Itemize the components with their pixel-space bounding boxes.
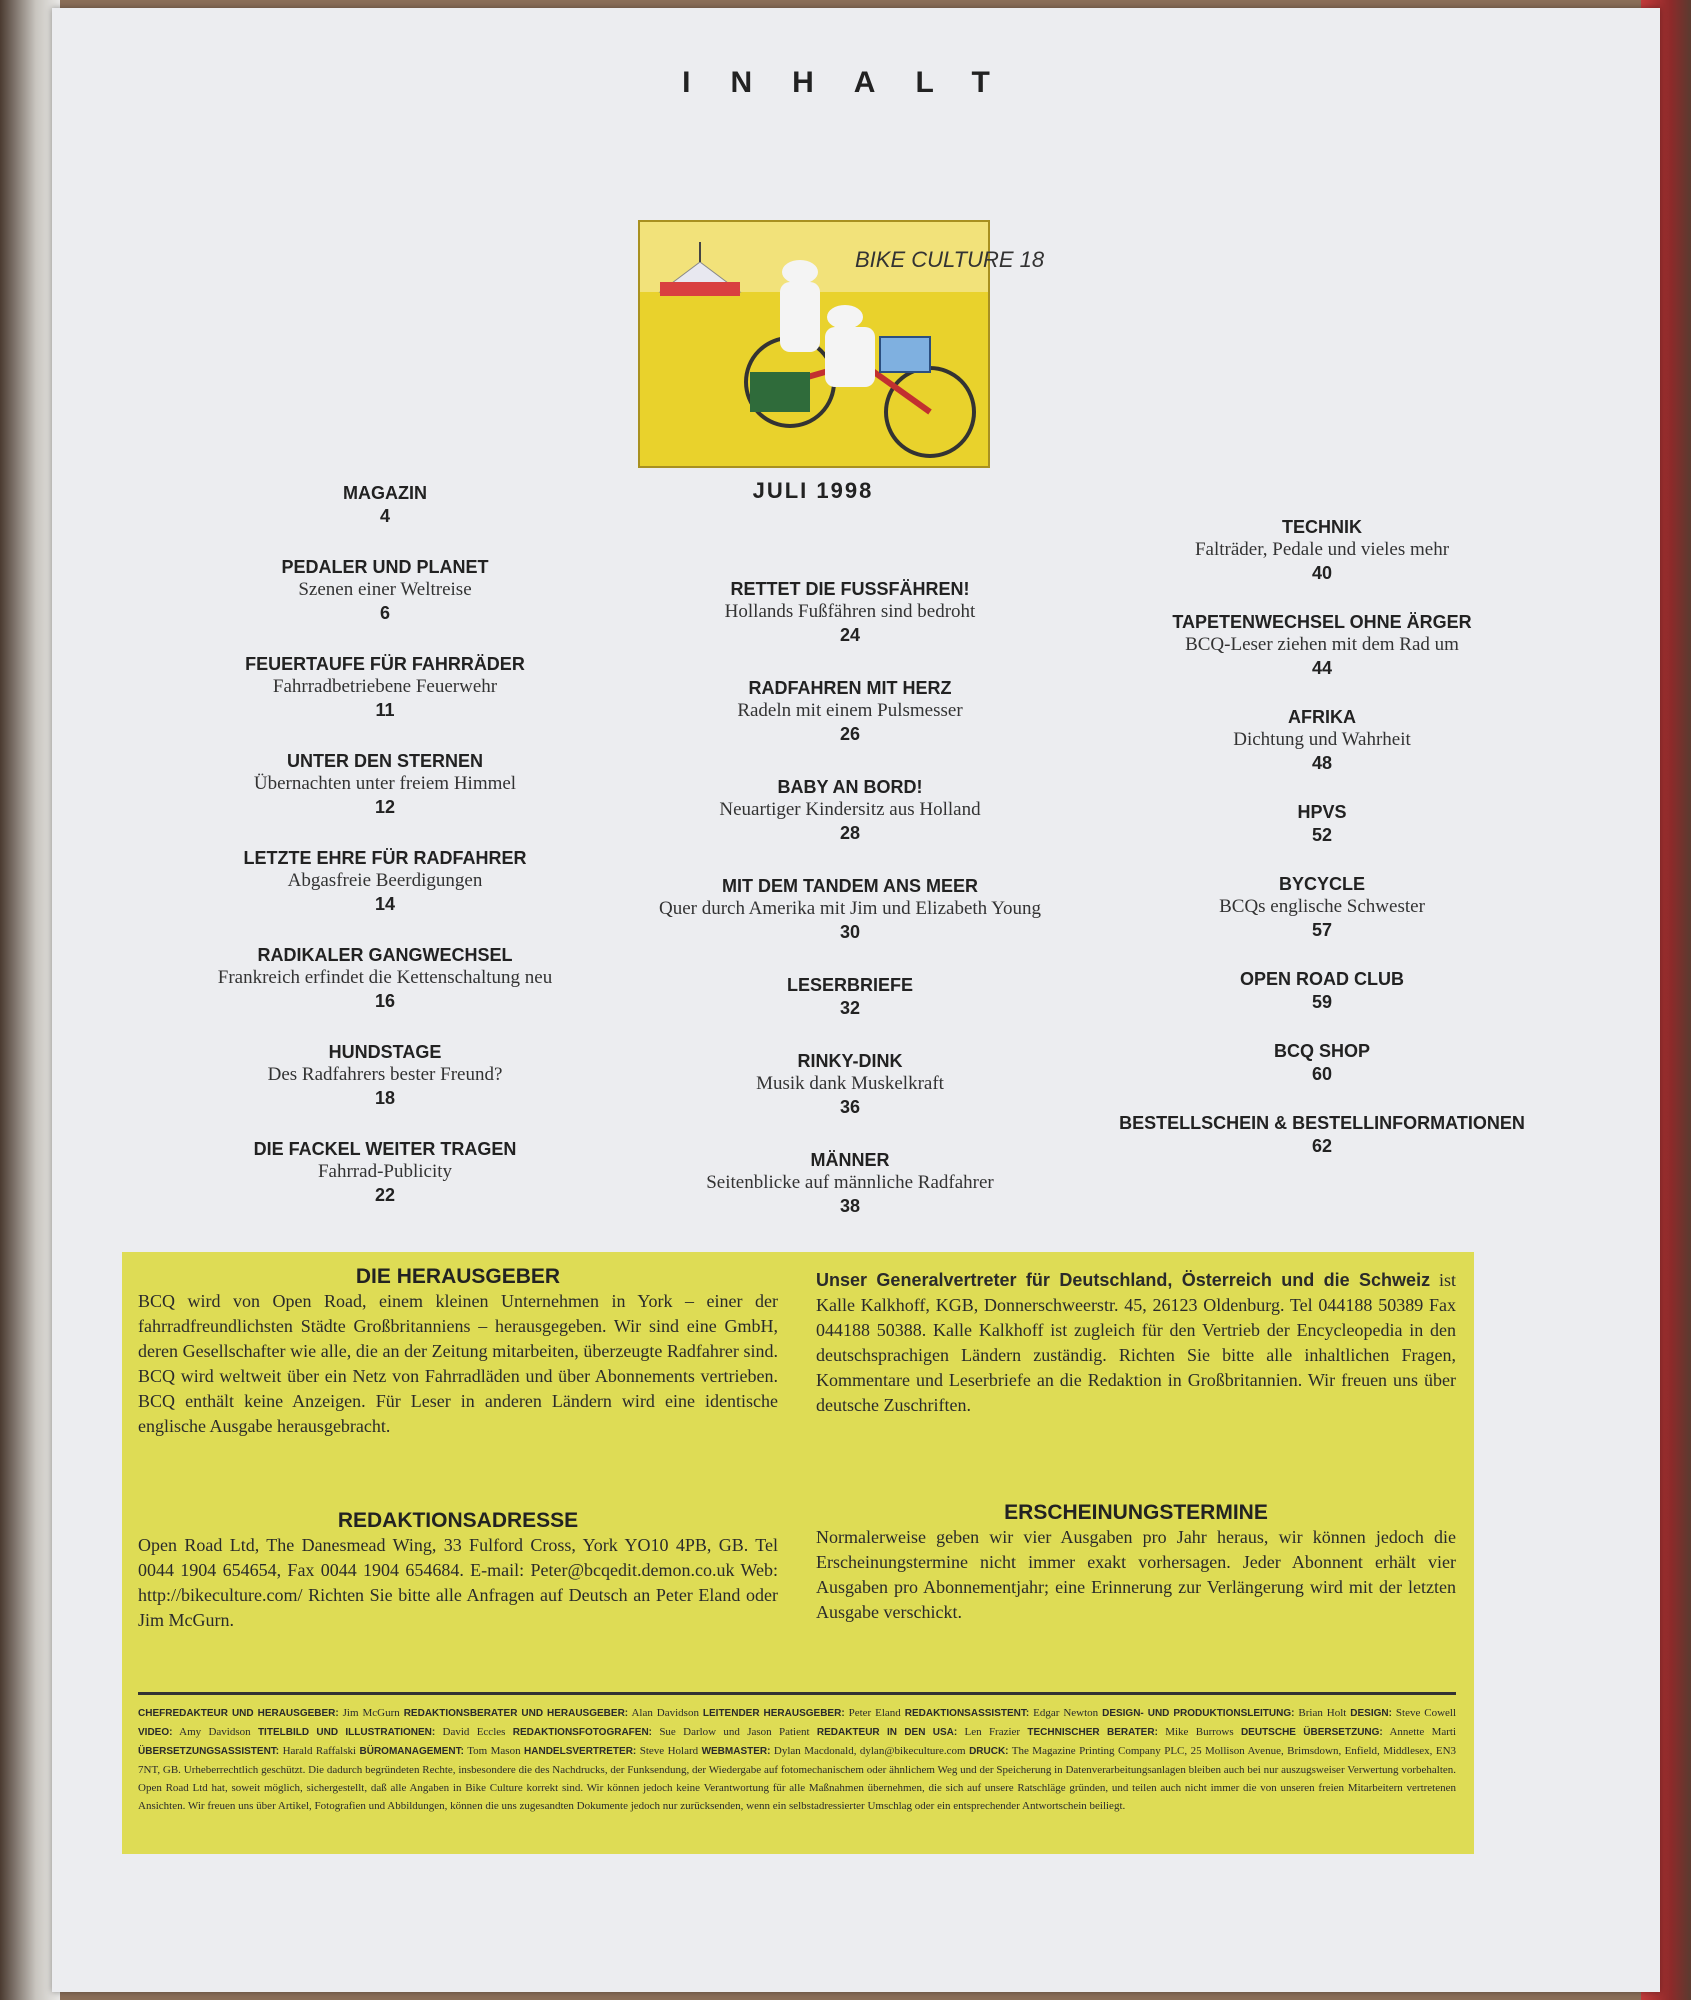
toc-entry xyxy=(600,776,1100,845)
toc-entry-title: RADFAHREN MIT HERZ xyxy=(748,678,952,698)
toc-entry-subtitle: Szenen einer Weltreise xyxy=(298,579,472,600)
toc-entry xyxy=(1072,516,1572,585)
toc-entry-subtitle: Fahrrad-Publicity xyxy=(317,1161,453,1182)
toc-entry xyxy=(1072,801,1572,847)
toc-entry xyxy=(600,1149,1100,1218)
toc-entry-subtitle: Quer durch Amerika mit Jim und Elizabeth Young xyxy=(658,898,1042,919)
credit-name: Steve Holard xyxy=(639,1745,699,1757)
cover-logo-text: BIKE CULTURE 18 xyxy=(855,247,1045,272)
toc-entry-title: MIT DEM TANDEM ANS MEER xyxy=(722,876,978,896)
legal-text: Urheberrechtlich geschützt. Die dadurch begründeten Rechte, insbesondere die des Nachdrucks, der Funksendung, der Wiedergabe auf fotomechanischem oder ähnlichem Weg und der Speicherung in Datenverarbeitungsanlagen bleiben auch bei nur auszugsweiser Verwertung vorbehalten. Open Road Ltd hat, soweit möglich, sichergestellt, daß alle Angaben in Bike Culture korrekt sind. Wir können jedoch keine Verantwortung für alle Maßnahmen übernehmen, die sich auf unsere Ratschläge gründen, und teilen auch nicht immer die von unseren freien Mitarbeitern vertretenen Ansichten. Wir freuen uns über Artikel, Fotografien und Abbildungen, können die uns zugesandten Dokumente jedoch nur zurücksenden, wenn ein selbstadressierter Umschlag oder ein entsprechender Antwortschein beiliegt. xyxy=(138,1764,1457,1812)
toc-entry xyxy=(160,482,610,528)
credit-name: Peter Eland xyxy=(848,1707,901,1719)
credit-role: TITELBILD UND ILLUSTRATIONEN: xyxy=(257,1727,436,1738)
credits-divider xyxy=(138,1692,1456,1695)
toc-entry-subtitle: BCQ-Leser ziehen mit dem Rad um xyxy=(1185,634,1459,655)
toc-entry-title: PEDALER UND PLANET xyxy=(281,557,489,577)
toc-entry-subtitle: BCQs englische Schwester xyxy=(1219,896,1425,917)
toc-entry-page: 11 xyxy=(375,700,395,720)
toc-column-middle xyxy=(600,578,1100,1248)
toc-entry xyxy=(600,1050,1100,1119)
toc-entry xyxy=(160,1041,610,1110)
toc-entry xyxy=(1072,873,1572,942)
toc-entry-subtitle: Des Radfahrers bester Freund? xyxy=(267,1064,503,1085)
credit-role: REDAKTIONSASSISTENT: xyxy=(904,1708,1030,1719)
credit-role: HANDELSVERTRETER: xyxy=(524,1746,637,1757)
credit-role: REDAKTIONSFOTOGRAFEN: xyxy=(512,1727,652,1738)
publisher-section xyxy=(138,1264,778,1439)
toc-entry-page: 18 xyxy=(374,1088,396,1108)
toc-entry-page: 32 xyxy=(839,998,861,1018)
toc-entry-page: 24 xyxy=(839,625,861,645)
toc-entry xyxy=(600,677,1100,746)
toc-entry xyxy=(160,556,610,625)
credit-role: TECHNISCHER BERATER: xyxy=(1027,1727,1158,1738)
toc-entry xyxy=(1072,611,1572,680)
toc-entry-title: OPEN ROAD CLUB xyxy=(1239,969,1404,989)
toc-entry xyxy=(160,847,610,916)
toc-entry-page: 59 xyxy=(1311,992,1333,1012)
toc-entry-page: 26 xyxy=(839,724,861,744)
distributor-section xyxy=(816,1268,1456,1418)
toc-entry-page: 36 xyxy=(839,1097,861,1117)
credit-name: Harald Raffalski xyxy=(282,1745,357,1757)
credit-role: CHEFREDAKTEUR UND HERAUSGEBER: xyxy=(138,1708,339,1719)
toc-entry-title: HUNDSTAGE xyxy=(328,1042,442,1062)
credit-role: ÜBERSETZUNGSASSISTENT: xyxy=(138,1746,280,1757)
toc-entry-page: 22 xyxy=(374,1185,396,1205)
credit-name: Dylan Macdonald, dylan@bikeculture.com xyxy=(773,1745,966,1757)
credit-name: The Magazine Printing Company PLC, 25 Mollison Avenue, Brimsdown, Enfield, Middlesex, EN3 7NT, GB. xyxy=(138,1745,1457,1776)
info-box xyxy=(122,1252,1474,1854)
toc-entry-subtitle: Dichtung und Wahrheit xyxy=(1233,729,1411,750)
schedule-title: ERSCHEINUNGSTERMINE xyxy=(1004,1501,1268,1524)
credit-role: DESIGN: xyxy=(1350,1708,1392,1719)
toc-entry xyxy=(600,875,1100,944)
address-title: REDAKTIONSADRESSE xyxy=(337,1509,579,1532)
credit-name: Edgar Newton xyxy=(1033,1707,1099,1719)
toc-entry-subtitle: Neuartiger Kindersitz aus Holland xyxy=(719,799,981,820)
toc-entry-page: 52 xyxy=(1311,825,1333,845)
cover-illustration xyxy=(638,220,1045,468)
toc-entry-title: BYCYCLE xyxy=(1278,874,1365,894)
toc-entry-title: RINKY-DINK xyxy=(797,1051,903,1071)
toc-entry xyxy=(160,1138,610,1207)
credit-role: DESIGN- UND PRODUKTIONSLEITUNG: xyxy=(1102,1708,1295,1719)
credit-role: DRUCK: xyxy=(969,1746,1009,1757)
credit-name: Alan Davidson xyxy=(631,1707,699,1719)
toc-entry xyxy=(1072,1040,1572,1086)
toc-entry-title: UNTER DEN STERNEN xyxy=(286,751,483,771)
credits-block xyxy=(138,1704,1456,1815)
toc-entry-title: BABY AN BORD! xyxy=(777,777,923,797)
toc-entry-subtitle: Frankreich erfindet die Kettenschaltung neu xyxy=(217,967,553,988)
toc-entry-page: 57 xyxy=(1311,920,1333,940)
distributor-text: ist Kalle Kalkhoff, KGB, Donnerschweerstr. 45, 26123 Oldenburg. Tel 044188 50389 Fax 044188 50388. Kalle Kalkhoff ist zugleich für den Vertrieb der Encycleopedia in den deutschsprachigen Ländern zuständig. Richten Sie bitte alle inhaltlichen Fragen, Kommentare und Leserbriefe an die Redaktion in Großbritannien. Wir freuen uns über deutsche Zuschriften. xyxy=(816,1270,1456,1415)
toc-entry-title: FEUERTAUFE FÜR FAHRRÄDER xyxy=(245,654,525,674)
credit-role: REDAKTIONSBERATER UND HERAUSGEBER: xyxy=(403,1708,629,1719)
issue-date: JULI 1998 xyxy=(752,478,874,503)
distributor-lead: Unser Generalvertreter für Deutschland, Österreich und die Schweiz xyxy=(816,1270,1431,1290)
scan-edge-left xyxy=(0,0,60,2000)
toc-entry xyxy=(600,578,1100,647)
toc-entry-page: 44 xyxy=(1311,658,1333,678)
toc-entry-subtitle: Hollands Fußfähren sind bedroht xyxy=(724,601,976,622)
toc-entry-title: MAGAZIN xyxy=(343,483,427,503)
toc-entry-title: LESERBRIEFE xyxy=(786,975,914,995)
address-section xyxy=(138,1508,778,1633)
toc-entry-page: 12 xyxy=(374,797,396,817)
credit-name: Annette Marti xyxy=(1389,1726,1457,1738)
toc-entry-subtitle: Seitenblicke auf männliche Radfahrer xyxy=(706,1172,994,1193)
publisher-text: BCQ wird von Open Road, einem kleinen Unternehmen in York – einer der fahrradfreundlichsten Städte Großbritanniens – herausgegeben. Wir sind eine GmbH, deren Gesellschafter wie alle, die an der Zeitung mitarbeiten, überzeugte Radfahrer sind. BCQ wird weltweit über ein Netz von Fahrradläden und über Abonnements vertrieben. BCQ enthält keine Anzeigen. Für Leser in anderen Ländern wird eine identische englische Ausgabe herausgebracht. xyxy=(138,1291,778,1436)
toc-column-left xyxy=(160,482,610,1235)
credit-role: BÜROMANAGEMENT: xyxy=(359,1746,464,1757)
toc-entry-page: 4 xyxy=(379,506,390,526)
toc-entry-title: BCQ SHOP xyxy=(1273,1041,1370,1061)
toc-entry xyxy=(1072,1112,1572,1158)
credit-role: VIDEO: xyxy=(138,1727,173,1738)
toc-entry-title: LETZTE EHRE FÜR RADFAHRER xyxy=(243,848,527,868)
toc-entry xyxy=(160,944,610,1013)
credit-role: REDAKTEUR IN DEN USA: xyxy=(816,1727,958,1738)
toc-entry-page: 6 xyxy=(379,603,390,623)
toc-column-right xyxy=(1072,516,1572,1184)
toc-entry xyxy=(160,750,610,819)
magazine-page xyxy=(52,8,1660,1992)
toc-entry xyxy=(1072,968,1572,1014)
toc-entry-title: RETTET DIE FUSSFÄHREN! xyxy=(730,579,970,599)
toc-entry xyxy=(1072,706,1572,775)
toc-entry-page: 60 xyxy=(1311,1064,1333,1084)
toc-entry-page: 38 xyxy=(839,1196,861,1216)
page-heading: INHALT xyxy=(682,66,1030,99)
credit-role: WEBMASTER: xyxy=(701,1746,771,1757)
credit-name: Mike Burrows xyxy=(1165,1726,1234,1738)
toc-entry-title: BESTELLSCHEIN & BESTELLINFORMATIONEN xyxy=(1119,1113,1525,1133)
toc-entry-subtitle: Musik dank Muskelkraft xyxy=(756,1073,944,1094)
toc-entry-title: TECHNIK xyxy=(1282,517,1362,537)
toc-entry-subtitle: Fahrradbetriebene Feuerwehr xyxy=(272,676,498,697)
toc-entry-subtitle: Übernachten unter freiem Himmel xyxy=(253,773,517,794)
publisher-title: DIE HERAUSGEBER xyxy=(355,1265,561,1288)
toc-entry-page: 16 xyxy=(374,991,396,1011)
toc-entry-page: 28 xyxy=(839,823,861,843)
credit-name: Brian Holt xyxy=(1298,1707,1347,1719)
address-text: Open Road Ltd, The Danesmead Wing, 33 Fulford Cross, York YO10 4PB, GB. Tel 0044 1904 654654, Fax 0044 1904 654684. E-mail: Peter@bcqedit.demon.co.uk Web: http://bikeculture.com/ Richten Sie bitte alle Anfragen auf Deutsch an Peter Eland oder Jim McGurn. xyxy=(138,1535,778,1630)
credit-name: Steve Cowell xyxy=(1395,1707,1457,1719)
toc-entry-subtitle: Abgasfreie Beerdigungen xyxy=(287,870,483,891)
credit-name: Tom Mason xyxy=(467,1745,521,1757)
credit-name: Jim McGurn xyxy=(342,1707,400,1719)
credit-name: David Eccles xyxy=(442,1726,506,1738)
toc-entry-page: 62 xyxy=(1311,1136,1333,1156)
toc-entry-page: 14 xyxy=(374,894,396,914)
toc-entry-page: 40 xyxy=(1311,563,1333,583)
toc-entry-title: MÄNNER xyxy=(810,1150,890,1170)
credit-role: LEITENDER HERAUSGEBER: xyxy=(702,1708,845,1719)
toc-entry-page: 30 xyxy=(839,922,861,942)
toc-entry-title: RADIKALER GANGWECHSEL xyxy=(257,945,513,965)
credit-role: DEUTSCHE ÜBERSETZUNG: xyxy=(1240,1727,1383,1738)
schedule-section xyxy=(816,1500,1456,1625)
credit-name: Amy Davidson xyxy=(179,1726,251,1738)
schedule-text: Normalerweise geben wir vier Ausgaben pro Jahr heraus, wir können jedoch die Erscheinungstermine nicht immer exakt vorhersagen. Jeder Abonnent erhält vier Ausgaben pro Abonnementjahr; eine Erinnerung zur Verlängerung wird mit der letzten Ausgabe verschickt. xyxy=(816,1527,1456,1622)
credit-name: Sue Darlow und Jason Patient xyxy=(659,1726,810,1738)
toc-entry-title: AFRIKA xyxy=(1288,707,1356,727)
toc-entry-title: HPVS xyxy=(1297,802,1347,822)
toc-entry-title: DIE FACKEL WEITER TRAGEN xyxy=(253,1139,517,1159)
toc-entry-subtitle: Radeln mit einem Pulsmesser xyxy=(737,700,963,721)
toc-entry-title: TAPETENWECHSEL OHNE ÄRGER xyxy=(1172,612,1472,632)
toc-entry-page: 48 xyxy=(1311,753,1333,773)
toc-entry-subtitle: Falträder, Pedale und vieles mehr xyxy=(1194,539,1450,560)
toc-entry xyxy=(160,653,610,722)
credit-name: Len Frazier xyxy=(964,1726,1021,1738)
toc-entry xyxy=(600,974,1100,1020)
cover-art xyxy=(640,222,1045,466)
